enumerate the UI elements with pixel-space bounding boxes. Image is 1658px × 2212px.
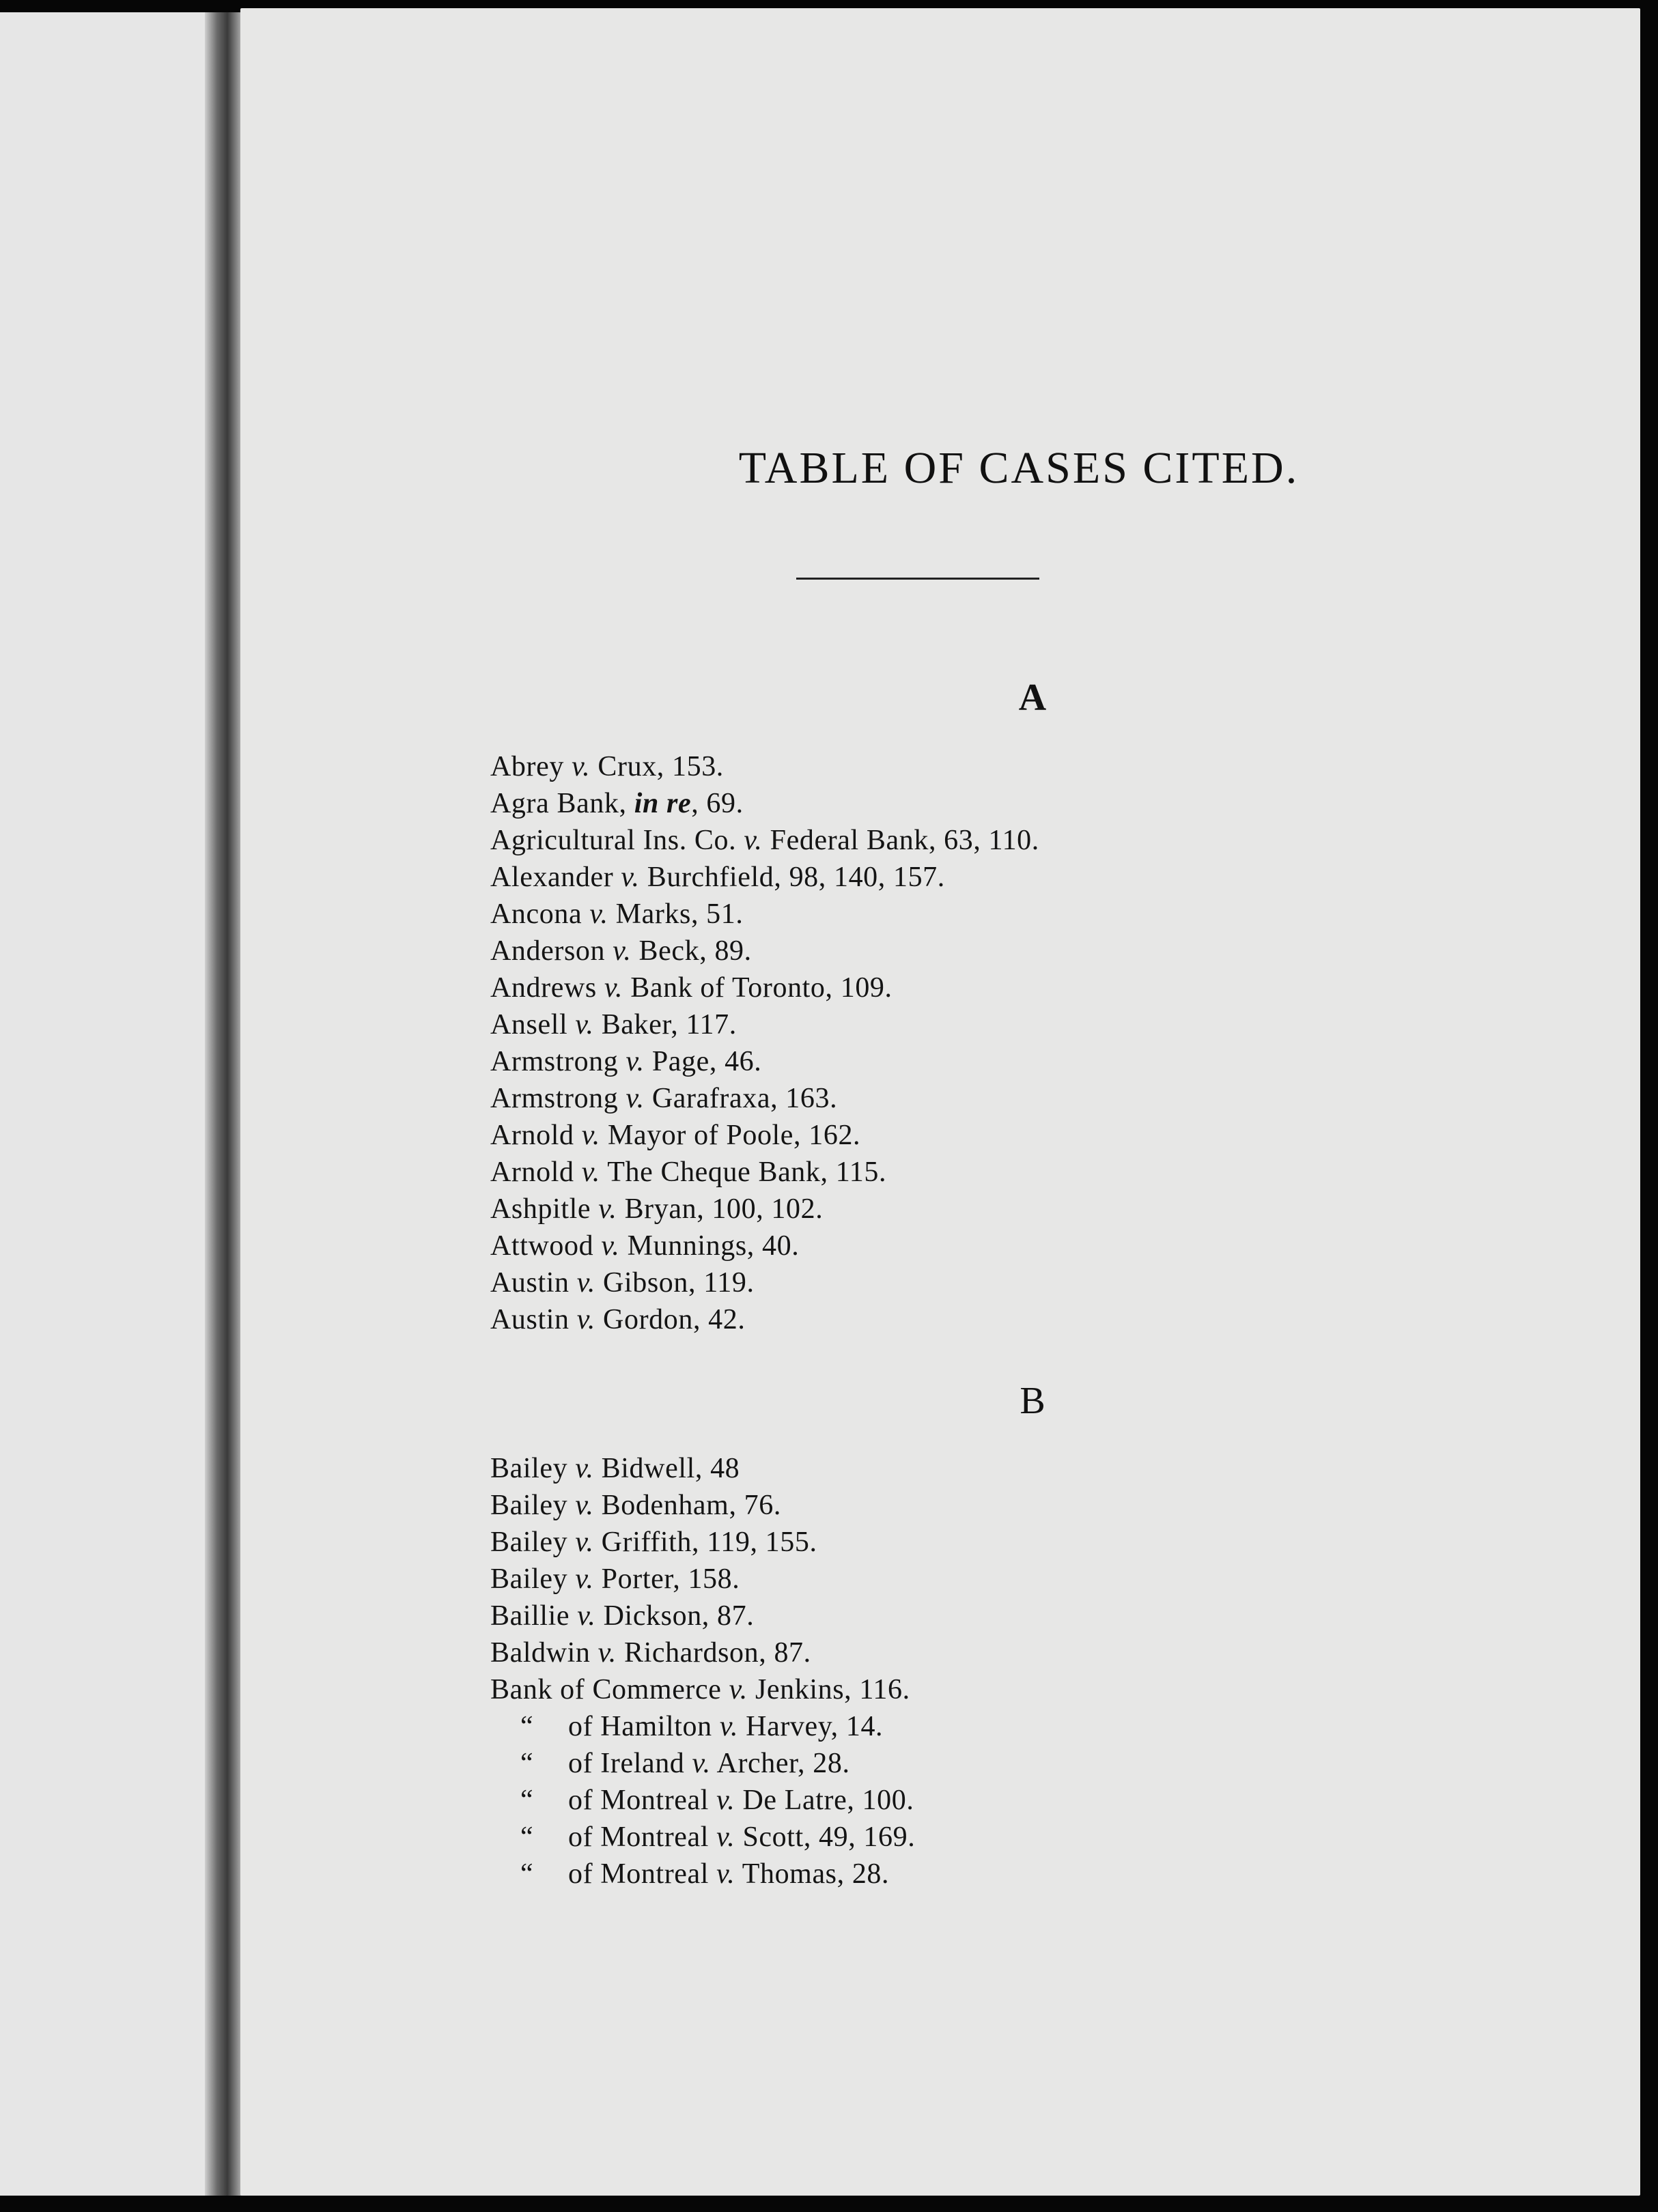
versus-abbrev: v. — [575, 1527, 594, 1558]
party-and-pages: Bidwell, 48 — [593, 1453, 740, 1484]
versus-abbrev: v. — [626, 1046, 645, 1077]
versus-abbrev: v. — [621, 862, 640, 893]
party-and-pages: Gordon, 42. — [595, 1304, 746, 1335]
party-name: Baillie — [490, 1600, 578, 1632]
versus-abbrev: v. — [576, 1267, 595, 1299]
party-and-pages: Bryan, 100, 102. — [617, 1193, 824, 1225]
versus-abbrev: v. — [719, 1711, 739, 1742]
versus-abbrev: v. — [598, 1637, 617, 1669]
case-entry — [490, 859, 1039, 896]
party-name: Bailey — [490, 1563, 576, 1595]
party-name: Armstrong — [490, 1046, 626, 1077]
party-and-pages: , 69. — [691, 788, 744, 819]
party-and-pages: Bodenham, 76. — [593, 1490, 781, 1521]
case-entry — [490, 1191, 1039, 1228]
party-and-pages: Beck, 89. — [631, 935, 752, 967]
party-name: Agra Bank, — [490, 788, 634, 819]
party-and-pages: Dickson, 87. — [595, 1600, 755, 1632]
versus-abbrev: v. — [577, 1600, 596, 1632]
party-and-pages: Harvey, 14. — [738, 1711, 884, 1742]
party-and-pages: Page, 46. — [644, 1046, 762, 1077]
versus-abbrev: v. — [601, 1230, 620, 1262]
case-entry — [490, 1301, 1039, 1338]
case-entry — [490, 1487, 915, 1524]
party-and-pages: Jenkins, 116. — [747, 1674, 910, 1705]
versus-abbrev: v. — [729, 1674, 748, 1705]
party-and-pages: Garafraxa, 163. — [644, 1083, 838, 1114]
case-entry — [490, 1043, 1039, 1080]
party-name: Baldwin — [490, 1637, 598, 1669]
case-entry — [490, 1634, 915, 1671]
versus-abbrev: v. — [692, 1748, 711, 1779]
party-and-pages: Porter, 158. — [593, 1563, 740, 1595]
case-sub-entry — [490, 1819, 915, 1856]
case-entry — [490, 1006, 1039, 1043]
ditto-mark: “ — [520, 1785, 534, 1816]
party-name: Agricultural Ins. Co. — [490, 825, 744, 856]
case-entry — [490, 1561, 915, 1598]
case-entry — [490, 822, 1039, 859]
book-gutter — [205, 12, 246, 2196]
party-name: Abrey — [490, 751, 572, 782]
versus-abbrev: v. — [716, 1785, 735, 1816]
party-and-pages: Munnings, 40. — [619, 1230, 800, 1262]
case-sub-entry — [490, 1782, 915, 1819]
versus-abbrev: v. — [716, 1821, 735, 1853]
versus-abbrev: v. — [572, 751, 591, 782]
party-name: Austin — [490, 1267, 577, 1299]
section-heading-a: A — [1018, 677, 1047, 719]
versus-abbrev: v. — [575, 1490, 594, 1521]
party-and-pages: Bank of Toronto, 109. — [623, 972, 893, 1004]
versus-abbrev: v. — [576, 1304, 595, 1335]
section-heading-b: B — [1020, 1380, 1045, 1422]
party-name: Ancona — [490, 898, 590, 930]
party-name: Alexander — [490, 862, 621, 893]
case-list-b — [490, 1450, 915, 1892]
party-and-pages: Burchfield, 98, 140, 157. — [639, 862, 945, 893]
party-name: Arnold — [490, 1157, 582, 1188]
page-title: TABLE OF CASES CITED. — [738, 443, 1299, 493]
party-name: Bailey — [490, 1490, 576, 1521]
versus-abbrev: in re — [634, 788, 692, 819]
versus-abbrev: v. — [581, 1157, 600, 1188]
case-entry — [490, 1598, 915, 1634]
case-entry — [490, 1524, 915, 1561]
case-entry — [490, 896, 1039, 933]
ditto-mark: “ — [520, 1748, 534, 1779]
case-sub-entry — [490, 1856, 915, 1892]
party-and-pages: Baker, 117. — [593, 1009, 737, 1040]
title-rule — [796, 578, 1039, 580]
party-name: of Montreal — [568, 1821, 717, 1853]
versus-abbrev: v. — [575, 1563, 594, 1595]
ditto-mark: “ — [520, 1821, 534, 1853]
party-and-pages: Mayor of Poole, 162. — [600, 1120, 861, 1151]
party-name: of Hamilton — [568, 1711, 720, 1742]
case-entry — [490, 785, 1039, 822]
ditto-mark: “ — [520, 1711, 534, 1742]
party-and-pages: Federal Bank, 63, 110. — [762, 825, 1039, 856]
party-and-pages: Archer, 28. — [710, 1748, 850, 1779]
page — [240, 8, 1640, 2196]
party-name: of Montreal — [568, 1785, 717, 1816]
party-and-pages: De Latre, 100. — [735, 1785, 914, 1816]
party-and-pages: Marks, 51. — [608, 898, 744, 930]
case-list-a — [490, 748, 1039, 1338]
case-entry — [490, 1228, 1039, 1264]
versus-abbrev: v. — [598, 1193, 617, 1225]
case-entry — [490, 1264, 1039, 1301]
party-name: of Ireland — [568, 1748, 692, 1779]
party-name: Bank of Commerce — [490, 1674, 729, 1705]
party-name: Ansell — [490, 1009, 576, 1040]
versus-abbrev: v. — [744, 825, 763, 856]
versus-abbrev: v. — [626, 1083, 645, 1114]
party-and-pages: Gibson, 119. — [595, 1267, 755, 1299]
versus-abbrev: v. — [575, 1009, 594, 1040]
case-sub-entry — [490, 1745, 915, 1782]
case-entry — [490, 1117, 1039, 1154]
versus-abbrev: v. — [581, 1120, 600, 1151]
party-name: Armstrong — [490, 1083, 626, 1114]
party-and-pages: Crux, 153. — [590, 751, 724, 782]
party-and-pages: Scott, 49, 169. — [735, 1821, 916, 1853]
versus-abbrev: v. — [716, 1858, 735, 1890]
party-name: Arnold — [490, 1120, 582, 1151]
party-name: Anderson — [490, 935, 613, 967]
party-name: Attwood — [490, 1230, 602, 1262]
case-sub-entry — [490, 1708, 915, 1745]
case-entry — [490, 748, 1039, 785]
case-entry — [490, 1154, 1039, 1191]
party-and-pages: Richardson, 87. — [616, 1637, 811, 1669]
party-name: Bailey — [490, 1453, 576, 1484]
ditto-mark: “ — [520, 1858, 534, 1890]
party-and-pages: Griffith, 119, 155. — [593, 1527, 817, 1558]
case-entry — [490, 1080, 1039, 1117]
case-entry — [490, 933, 1039, 969]
party-name: Ashpitle — [490, 1193, 599, 1225]
case-entry — [490, 1450, 915, 1487]
party-name: of Montreal — [568, 1858, 717, 1890]
case-entry — [490, 969, 1039, 1006]
party-name: Bailey — [490, 1527, 576, 1558]
party-name: Austin — [490, 1304, 577, 1335]
case-entry — [490, 1671, 915, 1708]
party-name: Andrews — [490, 972, 604, 1004]
versus-abbrev: v. — [575, 1453, 594, 1484]
facing-page — [0, 12, 217, 2196]
party-and-pages: Thomas, 28. — [735, 1858, 890, 1890]
party-and-pages: The Cheque Bank, 115. — [600, 1157, 887, 1188]
versus-abbrev: v. — [604, 972, 623, 1004]
versus-abbrev: v. — [589, 898, 608, 930]
versus-abbrev: v. — [613, 935, 632, 967]
